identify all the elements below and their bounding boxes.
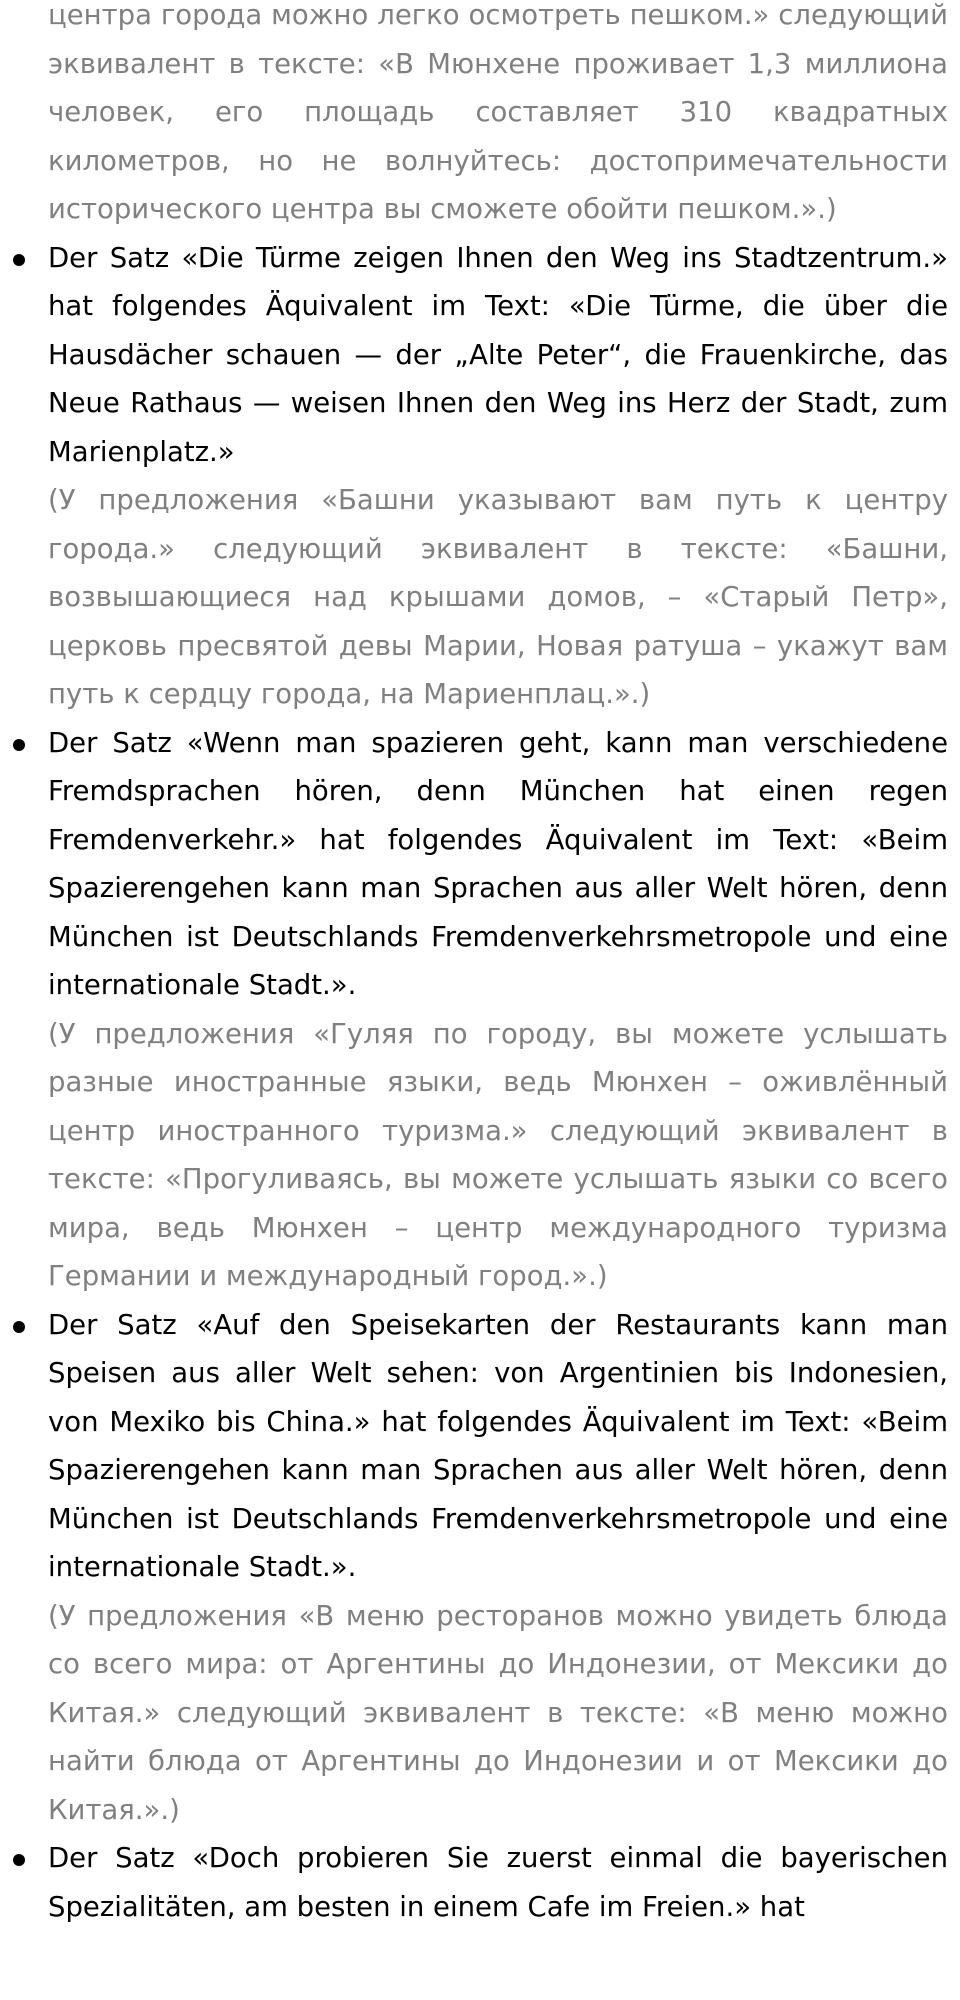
lead-translation-paragraph: центра города можно легко осмотреть пешком.» следующий эквивалент в тексте: «В Мюнхене проживает 1,3 миллиона человек, его площадь составляет 310 квадратных километров, но не волнуйтесь: достопримечательности исторического центра вы сможете обойти пешком.».) [48,0,948,225]
list-item [0,1834,960,1931]
list-item [0,234,960,719]
german-paragraph: Der Satz «Auf den Speisekarten der Restaurants kann man Speisen aus aller Welt sehen: von Argentinien bis Indonesien, von Mexiko bis China.» hat folgendes Äquivalent im Text: «Beim Spazierengehen kann man Sprachen aus aller Welt hören, denn München ist Deutschlands Fremdenverkehrsmetropole und eine internationale Stadt.». [48,1308,948,1583]
bullet-icon [13,1854,25,1866]
russian-translation-paragraph: (У предложения «Башни указывают вам путь к центру города.» следующий эквивалент в тексте: «Башни, возвышающиеся над крышами домов, – «Старый Петр», церковь пресвятой девы Марии, Новая ратуша – укажут вам путь к сердцу города, на Мариенплац.».) [48,484,948,710]
bullet-icon [13,739,25,751]
russian-translation-paragraph: (У предложения «В меню ресторанов можно увидеть блюда со всего мира: от Аргентины до Индонезии, от Мексики до Китая.» следующий эквивалент в тексте: «В меню можно найти блюда от Аргентины до Индонезии и от Мексики до Китая.».) [48,1599,948,1826]
list-item [0,1301,960,1835]
russian-translation-paragraph: (У предложения «Гуляя по городу, вы можете услышать разные иностранные языки, ведь Мюнхен – оживлённый центр иностранного туризма.» следующий эквивалент в тексте: «Прогуливаясь, вы можете услышать языки со всего мира, ведь Мюнхен – центр международного туризма Германии и международный город.».) [48,1017,948,1292]
bullet-icon [13,1321,25,1333]
german-paragraph: Der Satz «Wenn man spazieren geht, kann man verschiedene Fremdsprachen hören, denn München hat einen regen Fremdenverkehr.» hat folgendes Äquivalent im Text: «Beim Spazierengehen kann man Sprachen aus aller Welt hören, denn München ist Deutschlands Fremdenverkehrsmetropole und eine internationale Stadt.». [48,726,948,1001]
german-paragraph: Der Satz «Doch probieren Sie zuerst einmal die bayerischen Spezialitäten, am besten in einem Cafe im Freien.» hat [48,1842,948,1923]
bullet-icon [13,254,25,266]
list-item [0,719,960,1301]
german-paragraph: Der Satz «Die Türme zeigen Ihnen den Weg ins Stadtzentrum.» hat folgendes Äquivalent im Text: «Die Türme, die über die Hausdächer schauen — der „Alte Peter“, die Frauenkirche, das Neue Rathaus — weisen Ihnen den Weg ins Herz der Stadt, zum Marienplatz.» [48,241,948,468]
